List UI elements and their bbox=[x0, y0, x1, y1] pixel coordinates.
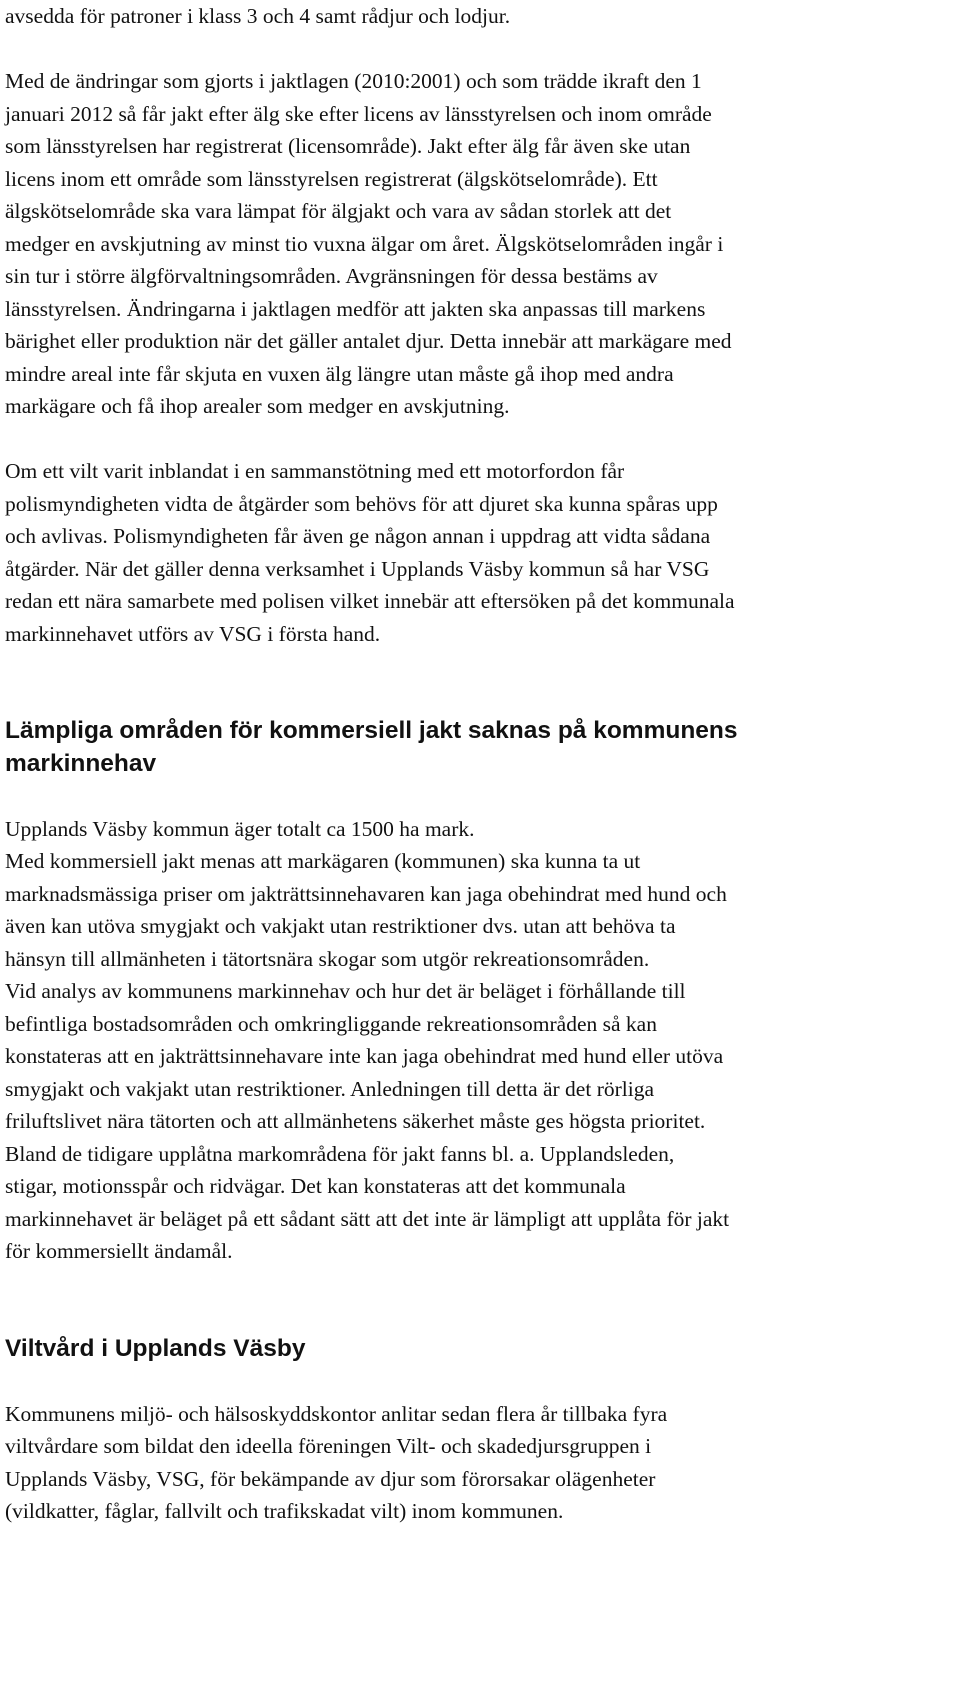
text-line: Om ett vilt varit inblandat i en sammanstötning med ett motorfordon får bbox=[5, 459, 625, 483]
text-line: medger en avskjutning av minst tio vuxna älgar om året. Älgskötselområden ingår i bbox=[5, 231, 724, 256]
text-line: markinnehavet är beläget på ett sådant sätt att det inte är lämpligt att upplåta för jakt bbox=[5, 1206, 730, 1231]
text-line: friluftslivet nära tätorten och att allmänhetens säkerhet måste ges högsta prioritet. bbox=[5, 1109, 706, 1133]
paragraph-gap bbox=[5, 33, 957, 66]
heading-line: markinnehav bbox=[5, 749, 157, 777]
paragraph-gap bbox=[5, 650, 957, 683]
paragraph bbox=[5, 455, 957, 650]
paragraph-gap bbox=[5, 683, 957, 716]
text-line: Kommunens miljö- och hälsoskyddskontor anlitar sedan flera år tillbaka fyra bbox=[5, 1401, 668, 1426]
paragraph bbox=[5, 0, 957, 33]
text-line: licens inom ett område som länsstyrelsen registrerat (älgskötselområde). Ett bbox=[5, 166, 658, 191]
text-line: Med kommersiell jakt menas att markägaren (kommunen) ska kunna ta ut bbox=[5, 849, 641, 873]
text-line: Upplands Väsby, VSG, för bekämpande av djur som förorsakar olägenheter bbox=[5, 1466, 656, 1491]
text-line: Bland de tidigare upplåtna markområdena för jakt fanns bl. a. Upplandsleden, bbox=[5, 1141, 675, 1166]
text-line: (vildkatter, fåglar, fallvilt och trafikskadat vilt) inom kommunen. bbox=[5, 1499, 564, 1523]
text-line: mindre areal inte får skjuta en vuxen älg längre utan måste gå ihop med andra bbox=[5, 361, 674, 386]
text-line: hänsyn till allmänheten i tätortsnära skogar som utgör rekreationsområden. bbox=[5, 946, 650, 971]
paragraph-gap bbox=[5, 780, 957, 813]
paragraph bbox=[5, 1398, 957, 1528]
text-line: smygjakt och vakjakt utan restriktioner. Anledningen till detta är det rörliga bbox=[5, 1076, 655, 1101]
text-line: Upplands Väsby kommun äger totalt ca 1500 ha mark. bbox=[5, 816, 475, 841]
text-line: markinnehavet utförs av VSG i första hand. bbox=[5, 621, 381, 646]
text-line: polismyndigheten vidta de åtgärder som behövs för att djuret ska kunna spåras upp bbox=[5, 491, 718, 516]
text-line: stigar, motionsspår och ridvägar. Det kan konstateras att det kommunala bbox=[5, 1174, 626, 1198]
text-line: marknadsmässiga priser om jakträttsinnehavaren kan jaga obehindrat med hund och bbox=[5, 881, 727, 906]
text-line: åtgärder. När det gäller denna verksamhet i Upplands Väsby kommun så har VSG bbox=[5, 556, 710, 581]
text-line: befintliga bostadsområden och omkringliggande rekreationsområden så kan bbox=[5, 1011, 657, 1036]
heading-line: Viltvård i Upplands Väsby bbox=[5, 1334, 306, 1362]
text-line: redan ett nära samarbete med polisen vilket innebär att eftersöken på det kommunala bbox=[5, 589, 735, 613]
text-line: sin tur i större älgförvaltningsområden. Avgränsningen för dessa bestäms av bbox=[5, 264, 658, 288]
paragraph bbox=[5, 813, 957, 1268]
text-line: markägare och få ihop arealer som medger en avskjutning. bbox=[5, 394, 510, 418]
text-line: avsedda för patroner i klass 3 och 4 samt rådjur och lodjur. bbox=[5, 4, 511, 28]
text-line: viltvårdare som bildat den ideella föreningen Vilt- och skadedjursgruppen i bbox=[5, 1434, 652, 1458]
paragraph bbox=[5, 65, 957, 423]
text-line: januari 2012 så får jakt efter älg ske efter licens av länsstyrelsen och inom område bbox=[5, 101, 712, 126]
text-line: som länsstyrelsen har registrerat (licensområde). Jakt efter älg får även ske utan bbox=[5, 134, 691, 158]
text-line: Vid analys av kommunens markinnehav och hur det är beläget i förhållande till bbox=[5, 979, 686, 1003]
text-line: konstateras att en jakträttsinnehavare inte kan jaga obehindrat med hund eller utöva bbox=[5, 1044, 724, 1068]
paragraph-gap bbox=[5, 1268, 957, 1301]
text-line: bärighet eller produktion när det gäller antalet djur. Detta innebär att markägare med bbox=[5, 329, 732, 353]
paragraph-gap bbox=[5, 1365, 957, 1398]
paragraph-gap bbox=[5, 423, 957, 456]
text-line: länsstyrelsen. Ändringarna i jaktlagen medför att jakten ska anpassas till markens bbox=[5, 296, 706, 321]
text-line: och avlivas. Polismyndigheten får även ge någon annan i uppdrag att vidta sådana bbox=[5, 524, 711, 548]
heading-line: Lämpliga områden för kommersiell jakt saknas på kommunens bbox=[5, 717, 738, 744]
text-line: för kommersiellt ändamål. bbox=[5, 1239, 233, 1263]
section-heading bbox=[5, 1333, 957, 1366]
paragraph-gap bbox=[5, 1300, 957, 1333]
text-line: älgskötselområde ska vara lämpat för älgjakt och vara av sådan storlek att det bbox=[5, 199, 672, 223]
section-heading bbox=[5, 715, 957, 780]
text-line: Med de ändringar som gjorts i jaktlagen (2010:2001) och som trädde ikraft den 1 bbox=[5, 69, 702, 93]
document-page bbox=[5, 0, 957, 1528]
text-line: även kan utöva smygjakt och vakjakt utan restriktioner dvs. utan att behöva ta bbox=[5, 914, 676, 938]
